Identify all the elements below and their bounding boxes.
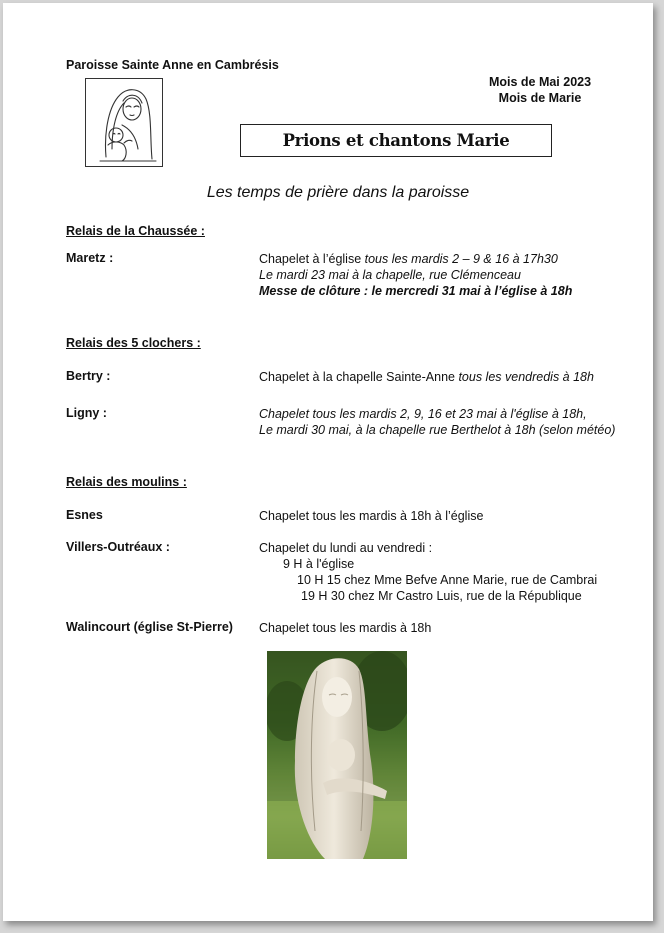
detail-esnes: Chapelet tous les mardis à 18h à l’église — [259, 509, 484, 523]
madonna-logo — [85, 78, 163, 167]
detail-line: 10 H 15 chez Mme Befve Anne Marie, rue de Cambrai — [297, 573, 598, 587]
detail-line — [259, 251, 572, 267]
section-heading-moulins: Relais des moulins : — [66, 475, 187, 489]
page-subtitle: Les temps de prière dans la paroisse — [206, 184, 470, 201]
detail-text-italic: tous les vendredis à 18h — [458, 370, 594, 384]
detail-line: Chapelet tous les mardis 2, 9, 16 et 23 mai à l'église à 18h, — [259, 407, 587, 421]
place-maretz: Maretz : — [66, 251, 114, 265]
detail-line: Le mardi 23 mai à la chapelle, rue Clémenceau — [259, 268, 521, 282]
parish-name: Paroisse Sainte Anne en Cambrésis — [66, 58, 279, 72]
document-page — [3, 3, 653, 921]
page-title: Prions et chantons Marie — [282, 131, 510, 150]
place-ligny: Ligny : — [66, 406, 107, 420]
month-block — [473, 74, 607, 106]
detail-text: Chapelet à la chapelle Sainte-Anne — [259, 370, 459, 384]
place-walincourt: Walincourt (église St-Pierre) — [66, 620, 233, 634]
title-box — [240, 124, 552, 157]
detail-line: 19 H 30 chez Mr Castro Luis, rue de la République — [301, 589, 582, 603]
virgin-statue-photo — [267, 651, 407, 859]
closing-mass-line: Messe de clôture : le mercredi 31 mai à l’église à 18h — [259, 284, 573, 298]
detail-walincourt: Chapelet tous les mardis à 18h — [259, 621, 432, 635]
statue-image-icon — [267, 651, 407, 859]
madonna-drawing-icon — [86, 79, 162, 166]
detail-line: 9 H à l'église — [283, 557, 355, 571]
section-heading-5-clochers: Relais des 5 clochers : — [66, 336, 201, 350]
month-subtitle: Mois de Marie — [498, 91, 582, 105]
place-bertry: Bertry : — [66, 369, 111, 383]
detail-villers-outreaux — [259, 540, 597, 604]
place-esnes: Esnes — [66, 508, 103, 522]
detail-line: Le mardi 30 mai, à la chapelle rue Berthelot à 18h (selon météo) — [259, 423, 616, 437]
place-villers-outreaux: Villers-Outréaux : — [66, 540, 170, 554]
detail-line: Chapelet du lundi au vendredi : — [259, 541, 433, 555]
month-line: Mois de Mai 2023 — [488, 75, 592, 89]
detail-text-italic: tous les mardis 2 – 9 & 16 à 17h30 — [364, 252, 558, 266]
detail-maretz — [259, 251, 572, 299]
detail-text: Chapelet à l’église — [259, 252, 365, 266]
detail-ligny — [259, 406, 615, 438]
detail-bertry — [259, 369, 594, 385]
section-heading-chaussee: Relais de la Chaussée : — [66, 224, 205, 238]
